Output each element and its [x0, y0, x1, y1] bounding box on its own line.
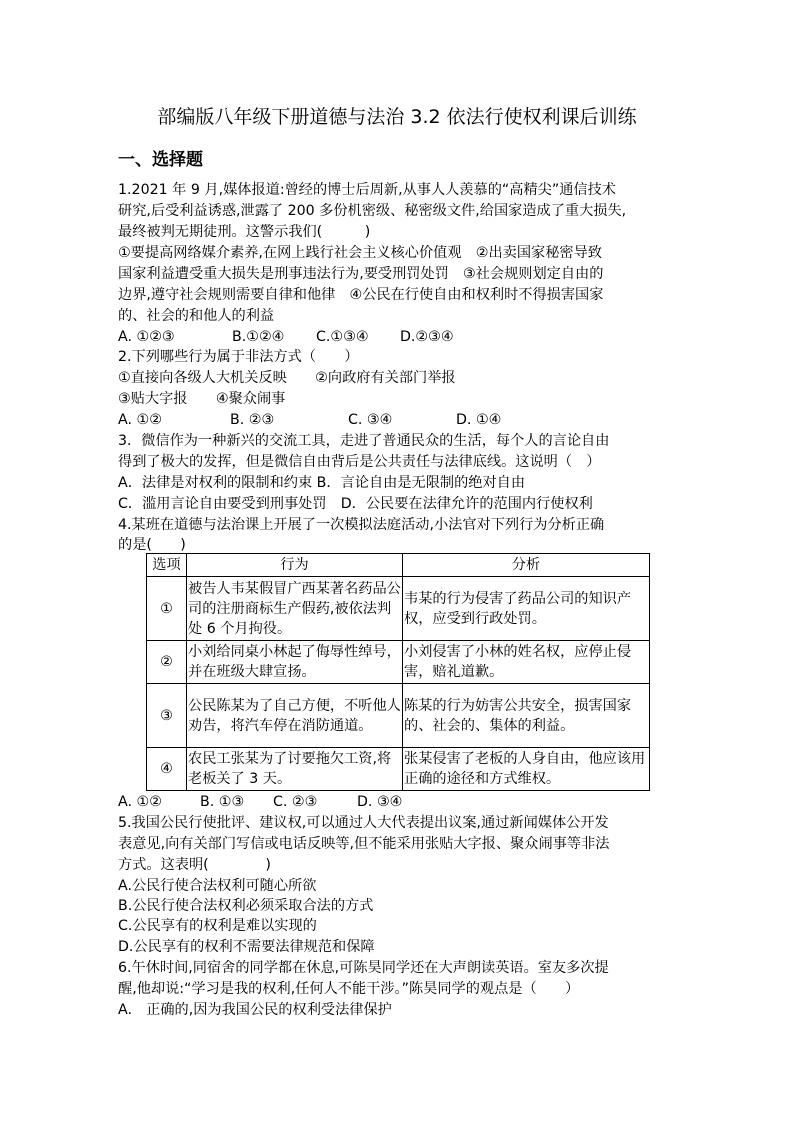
- q1-option-d: D.②③④: [400, 329, 454, 345]
- table-cell-option: ④: [147, 748, 187, 791]
- q2-option-c: C. ③④: [348, 412, 393, 428]
- q4-option-d: D. ③④: [357, 794, 403, 810]
- q3-line: 得到了极大的发挥，但是微信自由背后是公共责任与法律底线。这说明（ ）: [118, 454, 601, 470]
- table-cell-option: ②: [147, 641, 187, 684]
- q6-line: 醒,他却说:“学习是我的权利,任何人不能干涉。”陈昊同学的观点是（ ）: [118, 981, 580, 997]
- table-header: 选项: [147, 554, 187, 577]
- q5-line: 表意见,向有关部门写信或电话反映等,但不能采用张贴大字报、聚众闹事等非法: [118, 836, 610, 852]
- table-cell-analysis: 陈某的行为妨害公共安全，损害国家的、社会的、集体的利益。: [403, 684, 650, 748]
- q5-line: 5.我国公民行使批评、建议权,可以通过人大代表提出议案,通过新闻媒体公开发: [118, 815, 609, 831]
- q2-option-d: D. ①④: [456, 412, 502, 428]
- q2-line: 2.下列哪些行为属于非法方式（ ）: [118, 349, 359, 365]
- q1-option-a: A. ①②③: [118, 329, 175, 345]
- table-cell-analysis: 韦某的行为侵害了药品公司的知识产权，应受到行政处罚。: [403, 577, 650, 641]
- table-header-row: [147, 554, 650, 577]
- q1-line: 研究,后受利益诱惑,泄露了 200 多份机密级、秘密级文件,给国家造成了重大损失,: [118, 203, 627, 219]
- table-cell-analysis: 张某侵害了老板的人身自由，他应该用正确的途径和方式维权。: [403, 748, 650, 791]
- q2-line: ③贴大字报 ④聚众闹事: [118, 391, 286, 407]
- table-cell-behavior: 小刘给同桌小林起了侮辱性绰号，并在班级大肆宣扬。: [187, 641, 403, 684]
- q4-option-c: C. ②③: [273, 794, 318, 810]
- document-title: 部编版八年级下册道德与法治 3.2 依法行使权利课后训练: [157, 106, 637, 128]
- q5-option-d: D.公民享有的权利不需要法律规范和保障: [118, 939, 375, 955]
- q4-line: 的是( ): [118, 537, 186, 553]
- table-cell-behavior: 公民陈某为了自己方便，不听他人劝告，将汽车停在消防通道。: [187, 684, 403, 748]
- q5-option-c: C.公民享有的权利是难以实现的: [118, 918, 317, 934]
- q3-line: A．法律是对权利的限制和约束 B．言论自由是无限制的绝对自由: [118, 475, 526, 491]
- q6-line: 6.午休时间,同宿舍的同学都在休息,可陈昊同学还在大声朗读英语。室友多次提: [118, 960, 609, 976]
- table-cell-option: ①: [147, 577, 187, 641]
- section-heading: 一、选择题: [118, 150, 203, 170]
- table-cell-behavior: 农民工张某为了讨要拖欠工资,将老板关了 3 天。: [187, 748, 403, 791]
- q3-line: C．滥用言论自由要受到刑事处罚 D．公民要在法律允许的范围内行使权利: [118, 496, 593, 512]
- q4-table: [146, 553, 650, 791]
- q1-line: 的、社会的和他人的利益: [118, 308, 275, 324]
- table-cell-option: ③: [147, 684, 187, 748]
- q2-line: ①直接向各级人大机关反映 ②向政府有关部门举报: [118, 370, 456, 386]
- q1-line: 1.2021 年 9 月,媒体报道:曾经的博士后周新,从事人人羡慕的“高精尖”通信技术: [118, 182, 616, 198]
- q1-option-b: B.①②④: [232, 329, 285, 345]
- table-row: [147, 577, 650, 641]
- q5-option-a: A.公民行使合法权利可随心所欲: [118, 878, 317, 894]
- q2-option-a: A. ①②: [118, 412, 162, 428]
- table-row: [147, 684, 650, 748]
- q5-option-b: B.公民行使合法权利必须采取合法的方式: [118, 898, 374, 914]
- q4-line: 4.某班在道德与法治课上开展了一次模拟法庭活动,小法官对下列行为分析正确: [118, 517, 605, 533]
- table-cell-behavior: 被告人韦某假冒广西某著名药品公司的注册商标生产假药,被依法判处 6 个月拘役。: [187, 577, 403, 641]
- q1-line: 边界,遵守社会规则需要自律和他律 ④公民在行使自由和权利时不得损害国家: [118, 287, 604, 303]
- q3-line: 3．微信作为一种新兴的交流工具，走进了普通民众的生活，每个人的言论自由: [118, 433, 610, 449]
- q5-line: 方式。这表明( ): [118, 857, 271, 873]
- table-header: 行为: [187, 554, 403, 577]
- q4-option-a: A. ①②: [118, 794, 162, 810]
- q1-line: 最终被判无期徒刑。这警示我们( ): [118, 224, 371, 240]
- q1-line: 国家利益遭受重大损失是刑事违法行为,要受刑罚处罚 ③社会规则划定自由的: [118, 266, 604, 282]
- q6-option-a: A. 正确的,因为我国公民的权利受法律保护: [118, 1002, 392, 1018]
- table-header: 分析: [403, 554, 650, 577]
- q1-option-c: C.①③④: [316, 329, 369, 345]
- q2-option-b: B. ②③: [230, 412, 275, 428]
- table-cell-analysis: 小刘侵害了小林的姓名权，应停止侵害，赔礼道歉。: [403, 641, 650, 684]
- table-row: [147, 641, 650, 684]
- table-row: [147, 748, 650, 791]
- q1-line: ①要提高网络媒介素养,在网上践行社会主义核心价值观 ②出卖国家秘密导致: [118, 245, 602, 261]
- q4-option-b: B. ①③: [200, 794, 245, 810]
